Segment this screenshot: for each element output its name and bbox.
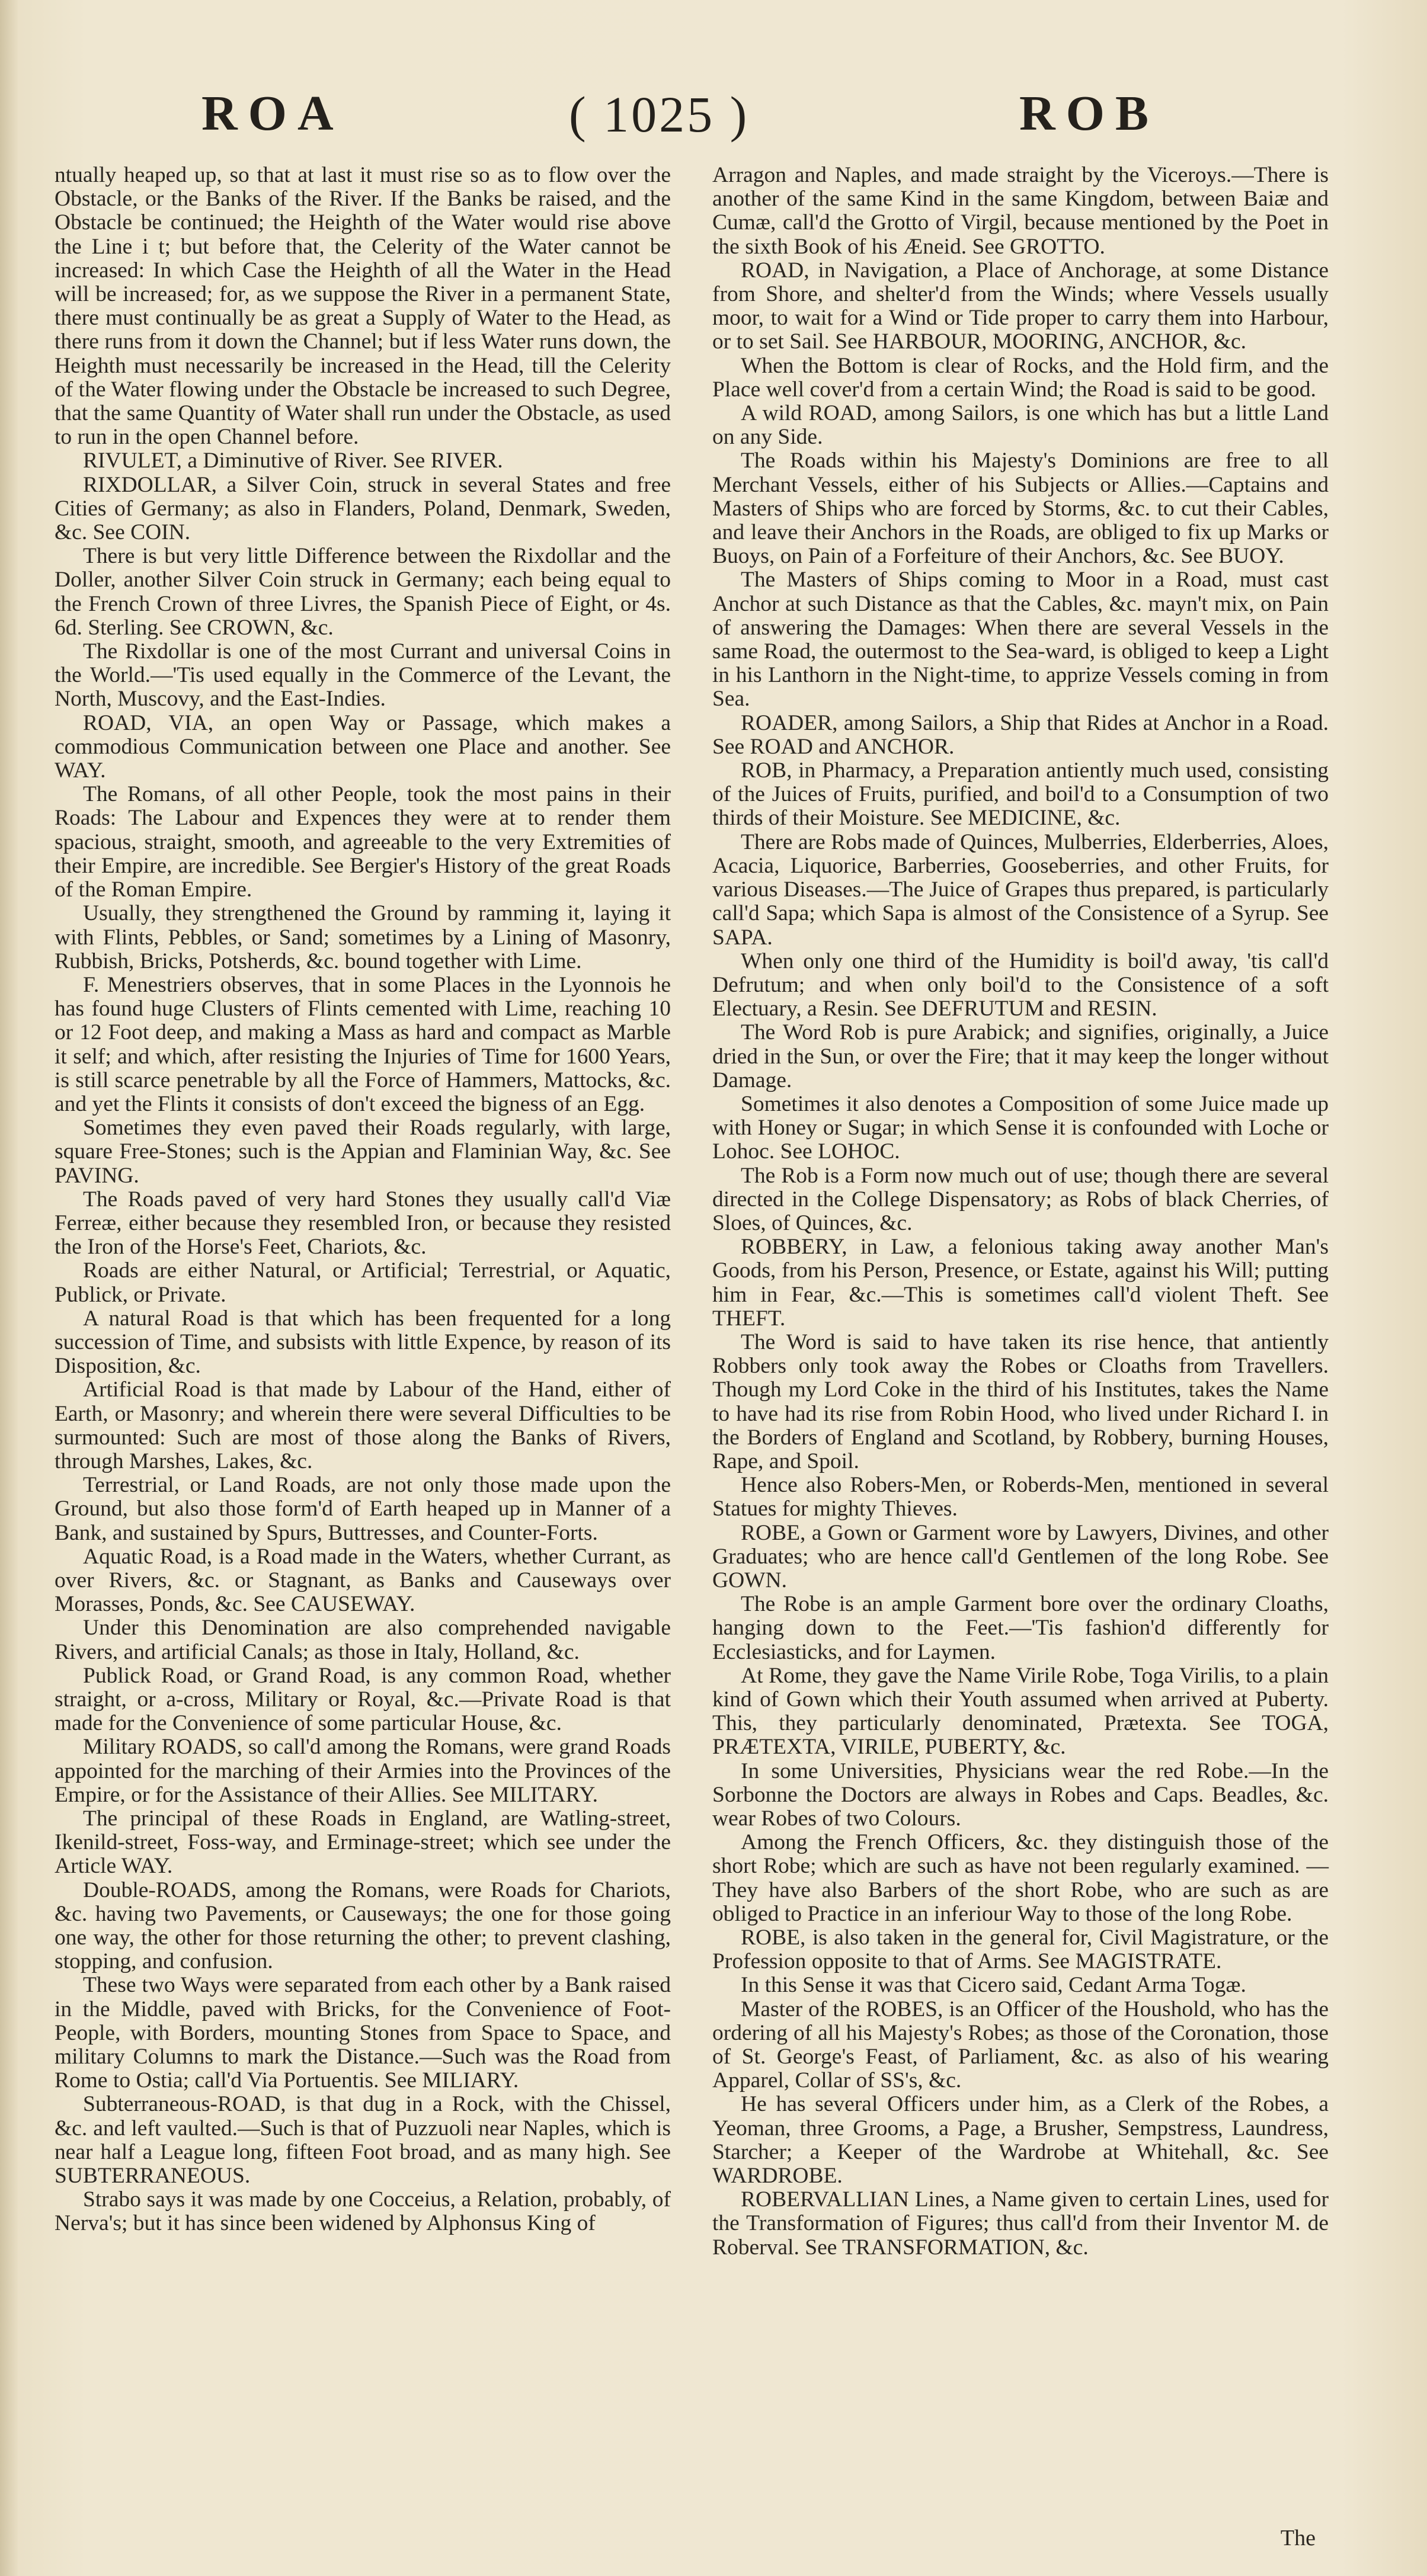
entry-roader: ROADER, among Sailors, a Ship that Rides at Anchor in a Road. See ROAD and ANCHOR.	[712, 710, 1329, 759]
paragraph: Strabo says it was made by one Cocceius, a Relation, probably, of Nerva's; but it has since been widened by Alphonsus King of	[55, 2187, 671, 2236]
paragraph: He has several Officers under him, as a Clerk of the Robes, a Yeoman, three Grooms, a Page, a Brusher, Sempstress, Laundress, Starcher; a Keeper of the Wardrobe at Whitehall, &c. See WARDROBE.	[712, 2092, 1329, 2189]
paragraph: Master of the ROBES, is an Officer of the Houshold, who has the ordering of all his Majesty's Robes; as those of the Coronation, those of St. George's Feast, of Parliament, &c. as also of his wearing Apparel, Collar of SS's, &c.	[712, 1997, 1329, 2093]
paragraph: Among the French Officers, &c. they distinguish those of the short Robe; which are such as have not been regularly examined. —They have also Barbers of the short Robe, who are such as are obliged to Practice in an inferiour Way to those of the long Robe.	[712, 1830, 1329, 1926]
paragraph: In some Universities, Physicians wear the red Robe.—In the Sorbonne the Doctors are always in Robes and Caps. Beadles, &c. wear Robes of two Colours.	[712, 1758, 1329, 1831]
paragraph: There are Robs made of Quinces, Mulberries, Elderberries, Aloes, Acacia, Liquorice, Barberries, Gooseberries, and other Fruits, for various Diseases.—The Juice of Grapes thus prepared, is particularly call'd Sapa; which Sapa is almost of the Consistence of a Syrup. See SAPA.	[712, 829, 1329, 950]
paragraph: Aquatic Road, is a Road made in the Waters, whether Currant, as over Rivers, &c. or Stagnant, as Banks and Causeways over Morasses, Ponds, &c. See CAUSEWAY.	[55, 1544, 671, 1617]
entry-robervallian: ROBERVALLIAN Lines, a Name given to certain Lines, used for the Transformation of Figures; thus call'd from their Inventor M. de Roberval. See TRANSFORMATION, &c.	[712, 2187, 1329, 2260]
paragraph: Under this Denomination are also comprehended navigable Rivers, and artificial Canals; as those in Italy, Holland, &c.	[55, 1616, 671, 1664]
binding-edge	[0, 0, 18, 2576]
paragraph: The Roads within his Majesty's Dominions are free to all Merchant Vessels, either of his Subjects or Allies.—Captains and Masters of Ships who are forced by Storms, &c. to cut their Cables, and leave their Anchors in the Roads, are obliged to fix up Marks or Buoys, on Pain of a Forfeiture of their Anchors, &c. See BUOY.	[712, 448, 1329, 569]
paragraph: When the Bottom is clear of Rocks, and the Hold firm, and the Place well cover'd from a certain Wind; the Road is said to be good.	[712, 353, 1329, 402]
paragraph: Terrestrial, or Land Roads, are not only those made upon the Ground, but also those form'd of Earth heaped up in Manner of a Bank, and sustained by Spurs, Buttresses, and Counter-Forts.	[55, 1473, 671, 1545]
paragraph: The Masters of Ships coming to Moor in a Road, must cast Anchor at such Distance as that the Cables, &c. mayn't mix, on Pain of answering the Damages: When there are several Vessels in the same Road, the outermost to the Sea-ward, is obliged to keep a Light in his Lanthorn in the Night-time, to apprize Vessels coming in from Sea.	[712, 568, 1329, 712]
paragraph: The Rixdollar is one of the most Currant and universal Coins in the World.—'Tis used equally in the Commerce of the Levant, the North, Muscovy, and the East-Indies.	[55, 639, 671, 712]
paragraph: The Word Rob is pure Arabick; and signifies, originally, a Juice dried in the Sun, or over the Fire; that it may keep the longer without Damage.	[712, 1020, 1329, 1092]
paragraph: There is but very little Difference between the Rixdollar and the Doller, another Silver Coin struck in Germany; each being equal to the French Crown of three Livres, the Spanish Piece of Eight, or 4s. 6d. Sterling. See CROWN, &c.	[55, 544, 671, 640]
paragraph: A natural Road is that which has been frequented for a long succession of Time, and subsists with little Expence, by reason of its Disposition, &c.	[55, 1306, 671, 1379]
entry-rob: ROB, in Pharmacy, a Preparation antiently much used, consisting of the Juices of Fruits, purified, and boil'd to a Consumption of two thirds of their Moisture. See MEDICINE, &c.	[712, 758, 1329, 831]
paragraph: In this Sense it was that Cicero said, Cedant Arma Togæ.	[741, 1973, 1246, 1998]
page-number: ( 1025 )	[569, 86, 750, 143]
paragraph: A wild ROAD, among Sailors, is one which has but a little Land on any Side.	[712, 401, 1329, 450]
paragraph: Usually, they strengthened the Ground by ramming it, laying it with Flints, Pebbles, or Sand; sometimes by a Lining of Masonry, Rubbish, Bricks, Potsherds, &c. bound together with Lime.	[55, 901, 671, 973]
paragraph: Roads are either Natural, or Artificial; Terrestrial, or Aquatic, Publick, or Private.	[55, 1258, 671, 1307]
entry-road: ROAD, VIA, an open Way or Passage, which makes a commodious Communication between one Place and another. See WAY.	[55, 710, 671, 783]
paragraph: The Word is said to have taken its rise hence, that antiently Robbers only took away the Robes or Cloaths from Travellers. Though my Lord Coke in the third of his Institutes, takes the Name to have had its rise from Robin Hood, who lived under Richard I. in the Borders of England and Scotland, by Robbery, burning Houses, Rape, and Spoil.	[712, 1329, 1329, 1473]
catchword: The	[1280, 2526, 1316, 2551]
paragraph: Double-ROADS, among the Romans, were Roads for Chariots, &c. having two Pavements, or Causeways; the one for those going one way, the other for those returning the other; to prevent clashing, stopping, and confusion.	[55, 1877, 671, 1974]
paragraph: The Romans, of all other People, took the most pains in their Roads: The Labour and Expences they were at to render them spacious, straight, smooth, and agreeable to the very Extremities of their Empire, are incredible. See Bergier's History of the great Roads of the Roman Empire.	[55, 782, 671, 902]
paragraph: ROBE, is also taken in the general for, Civil Magistrature, or the Profession opposite to that of Arms. See MAGISTRATE.	[712, 1925, 1329, 1974]
paragraph: The principal of these Roads in England, are Watling-street, Ikenild-street, Foss-way, and Erminage-street; which see under the Article WAY.	[55, 1806, 671, 1879]
paragraph: F. Menestriers observes, that in some Places in the Lyonnois he has found huge Clusters of Flints cemented with Lime, reaching 10 or 12 Foot deep, and making a Mass as hard and compact as Marble it self; and which, after resisting the Injuries of Time for 1600 Years, is still scarce penetrable by all the Force of Hammers, Mattocks, &c. and yet the Flints it consists of don't exceed the bigness of an Egg.	[55, 972, 671, 1116]
paragraph: Artificial Road is that made by Labour of the Hand, either of Earth, or Masonry; and wherein there were several Difficulties to be surmounted: Such are most of those along the Banks of Rivers, through Marshes, Lakes, &c.	[55, 1377, 671, 1473]
entry-rivulet: RIVULET, a Diminutive of River. See RIVER.	[83, 448, 503, 473]
entry-rixdollar: RIXDOLLAR, a Silver Coin, struck in several States and free Cities of Germany; as also in Flanders, Poland, Denmark, Sweden, &c. See COIN.	[55, 472, 671, 545]
paragraph: Sometimes it also denotes a Composition of some Juice made up with Honey or Sugar; in which Sense it is confounded with Loche or Lohoc. See LOHOC.	[712, 1091, 1329, 1164]
entry-robe: ROBE, a Gown or Garment wore by Lawyers, Divines, and other Graduates; who are hence call'd Gentlemen of the long Robe. See GOWN.	[712, 1520, 1329, 1593]
header-right-guide-word: ROB	[1019, 86, 1160, 141]
left-column	[55, 164, 671, 2236]
paragraph: The Rob is a Form now much out of use; though there are several directed in the College Dispensatory; as Robs of black Cherries, of Sloes, of Quinces, &c.	[712, 1163, 1329, 1235]
paragraph: Military ROADS, so call'd among the Romans, were grand Roads appointed for the marching of their Armies into the Provinces of the Empire, or for the Assistance of their Allies. See MILITARY.	[55, 1735, 671, 1807]
paragraph: ntually heaped up, so that at last it must rise so as to flow over the Obstacle, or the Banks of the River. If the Banks be raised, and the Obstacle be continued; the Heighth of the Water would rise above the Line i t; but before that, the Celerity of the Water cannot be increased: In which Case the Heighth of all the Water in the Head will be increased; for, as we suppose the River in a permanent State, there must continually be as great a Supply of Water to the Head, as there runs from it down the Channel; but if less Water runs down, the Heighth must necessarily be increased in the Head, till the Celerity of the Water flowing under the Obstacle be increased to such Degree, that the same Quantity of Water shall run under the Obstacle, as used to run in the open Channel before.	[55, 163, 671, 450]
paragraph: When only one third of the Humidity is boil'd away, 'tis call'd Defrutum; and when only boil'd to the Consistence of a soft Electuary, a Resin. See DEFRUTUM and RESIN.	[712, 949, 1329, 1021]
paragraph: The Robe is an ample Garment bore over the ordinary Cloaths, hanging down to the Feet.—'Tis fashion'd differently for Ecclesiasticks, and for Laymen.	[712, 1592, 1329, 1664]
paragraph: Arragon and Naples, and made straight by the Viceroys.—There is another of the same Kind in the same Kingdom, between Baiæ and Cumæ, call'd the Grotto of Virgil, because mentioned by the Poet in the sixth Book of his Æneid. See GROTTO.	[712, 163, 1329, 259]
paragraph: Subterraneous-ROAD, is that dug in a Rock, with the Chissel, &c. and left vaulted.—Such is that of Puzzuoli near Naples, which is near half a League long, fifteen Foot broad, and as many high. See SUBTERRANEOUS.	[55, 2092, 671, 2189]
paragraph: At Rome, they gave the Name Virile Robe, Toga Virilis, to a plain kind of Gown which their Youth assumed when arrived at Puberty. This, they particularly denominated, Prætexta. See TOGA, PRÆTEXTA, VIRILE, PUBERTY, &c.	[712, 1663, 1329, 1760]
header-left-guide-word: ROA	[201, 86, 344, 141]
paragraph: The Roads paved of very hard Stones they usually call'd Viæ Ferreæ, either because they resembled Iron, or because they resisted the Iron of the Horse's Feet, Chariots, &c.	[55, 1187, 671, 1260]
entry-road-navigation: ROAD, in Navigation, a Place of Anchorage, at some Distance from Shore, and shelter'd from the Winds; where Vessels usually moor, to wait for a Wind or Tide proper to carry them into Harbour, or to set Sail. See HARBOUR, MOORING, ANCHOR, &c.	[712, 258, 1329, 354]
paragraph: Hence also Robers-Men, or Roberds-Men, mentioned in several Statues for mighty Thieves.	[712, 1473, 1329, 1521]
paragraph: Publick Road, or Grand Road, is any common Road, whether straight, or a-cross, Military or Royal, &c.—Private Road is that made for the Convenience of some particular House, &c.	[55, 1663, 671, 1736]
paragraph: Sometimes they even paved their Roads regularly, with large, square Free-Stones; such is the Appian and Flaminian Way, &c. See PAVING.	[55, 1116, 671, 1188]
entry-robbery: ROBBERY, in Law, a felonious taking away another Man's Goods, from his Person, Presence, or Estate, against his Will; putting him in Fear, &c.—This is sometimes call'd violent Theft. See THEFT.	[712, 1235, 1329, 1331]
right-column	[712, 164, 1329, 2260]
paragraph: These two Ways were separated from each other by a Bank raised in the Middle, paved with Bricks, for the Convenience of Foot-People, with Borders, mounting Stones from Space to Space, and military Columns to mark the Distance.—Such was the Road from Rome to Ostia; call'd Via Portuentis. See MILIARY.	[55, 1973, 671, 2093]
